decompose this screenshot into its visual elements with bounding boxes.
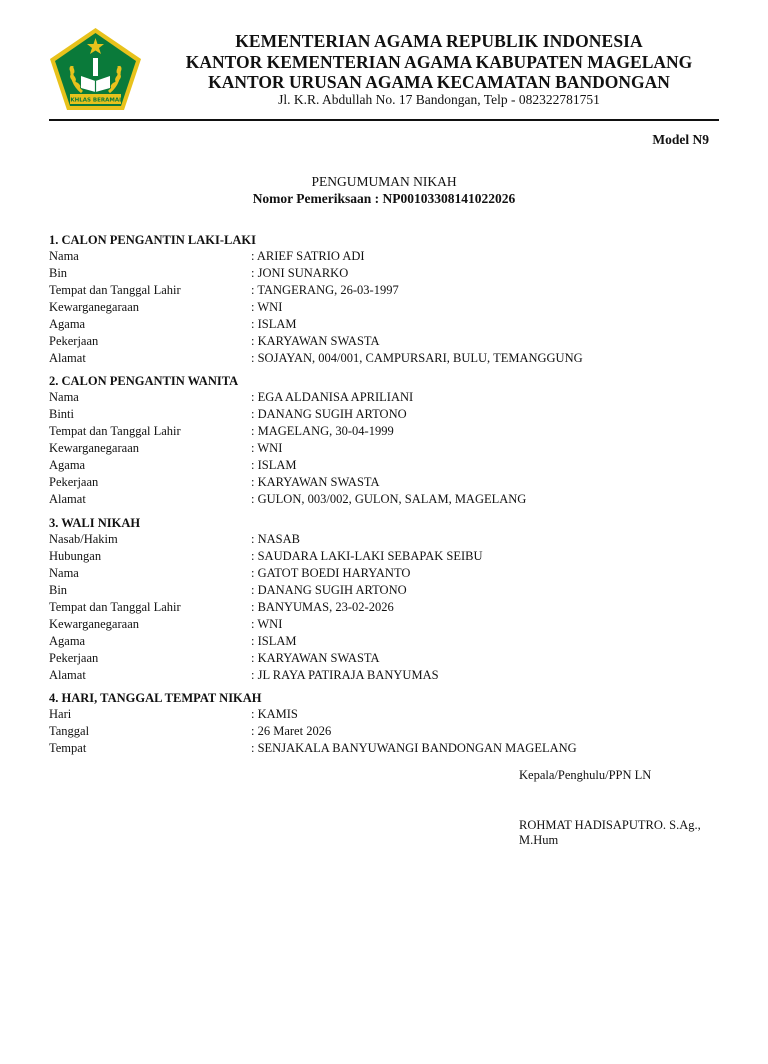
field-value: : ARIEF SATRIO ADI [251,249,365,263]
field-value: : GATOT BOEDI HARYANTO [251,566,411,580]
field-value: : MAGELANG, 30-04-1999 [251,424,394,438]
field-value: : WNI [251,441,283,455]
field-label: Alamat [49,668,86,682]
field-value: : SOJAYAN, 004/001, CAMPURSARI, BULU, TEMANGGUNG [251,351,583,365]
field-label: Nama [49,249,79,263]
header-divider [49,119,719,121]
field-label: Alamat [49,351,86,365]
field-label: Tempat dan Tanggal Lahir [49,600,181,614]
field-value: : KARYAWAN SWASTA [251,651,380,665]
header-address: Jl. K.R. Abdullah No. 17 Bandongan, Telp - 082322781751 [278,92,600,107]
field-label: Kewarganegaraan [49,441,139,455]
field-value: : GULON, 003/002, GULON, SALAM, MAGELANG [251,492,527,506]
field-value: : 26 Maret 2026 [251,724,332,738]
signatory-degree: M.Hum [519,833,559,847]
field-value: : KARYAWAN SWASTA [251,475,380,489]
field-value: : JL RAYA PATIRAJA BANYUMAS [251,668,439,682]
field-label: Agama [49,317,86,331]
field-value: : SAUDARA LAKI-LAKI SEBAPAK SEIBU [251,549,483,563]
field-label: Tempat [49,741,87,755]
field-value: : ISLAM [251,458,297,472]
field-label: Tanggal [49,724,90,738]
field-value: : WNI [251,300,283,314]
field-label: Agama [49,458,86,472]
field-value: : KARYAWAN SWASTA [251,334,380,348]
field-label: Nama [49,566,79,580]
model-label: Model N9 [652,132,709,147]
signatory-position: Kepala/Penghulu/PPN LN [519,768,652,782]
field-value: : ISLAM [251,317,297,331]
field-value: : NASAB [251,532,300,546]
signatory-name: ROHMAT HADISAPUTRO. S.Ag., [519,818,701,832]
field-label: Bin [49,583,68,597]
field-label: Kewarganegaraan [49,617,139,631]
field-label: Binti [49,407,75,421]
field-value: : DANANG SUGIH ARTONO [251,583,407,597]
logo-banner-text: IKHLAS BERAMAL [68,97,123,104]
header-office-district: KANTOR URUSAN AGAMA KECAMATAN BANDONGAN [208,72,670,92]
document-number: Nomor Pemeriksaan : NP00103308141022026 [252,191,516,206]
field-value: : EGA ALDANISA APRILIANI [251,390,414,404]
header-ministry: KEMENTERIAN AGAMA REPUBLIK INDONESIA [235,31,643,51]
field-label: Kewarganegaraan [49,300,139,314]
field-label: Bin [49,266,68,280]
field-label: Pekerjaan [49,651,99,665]
header-office-regency: KANTOR KEMENTERIAN AGAMA KABUPATEN MAGELANG [185,52,693,72]
field-value: : DANANG SUGIH ARTONO [251,407,407,421]
field-label: Nasab/Hakim [49,532,118,546]
field-value: : BANYUMAS, 23-02-2026 [251,600,394,614]
field-label: Pekerjaan [49,475,99,489]
field-label: Hubungan [49,549,102,563]
field-value: : KAMIS [251,707,298,721]
field-value: : WNI [251,617,283,631]
field-label: Pekerjaan [49,334,99,348]
field-label: Tempat dan Tanggal Lahir [49,424,181,438]
section-title: 2. CALON PENGANTIN WANITA [49,374,239,388]
field-value: : ISLAM [251,634,297,648]
section-title: 4. HARI, TANGGAL TEMPAT NIKAH [49,691,262,705]
field-value: : JONI SUNARKO [251,266,349,280]
field-value: : SENJAKALA BANYUWANGI BANDONGAN MAGELANG [251,741,577,755]
document-title: PENGUMUMAN NIKAH [311,174,457,189]
kemenag-logo [48,26,143,111]
field-label: Tempat dan Tanggal Lahir [49,283,181,297]
field-label: Nama [49,390,79,404]
field-label: Hari [49,707,72,721]
field-value: : TANGERANG, 26-03-1997 [251,283,399,297]
section-title: 1. CALON PENGANTIN LAKI-LAKI [49,233,256,247]
field-label: Agama [49,634,86,648]
field-label: Alamat [49,492,86,506]
section-title: 3. WALI NIKAH [49,516,141,530]
